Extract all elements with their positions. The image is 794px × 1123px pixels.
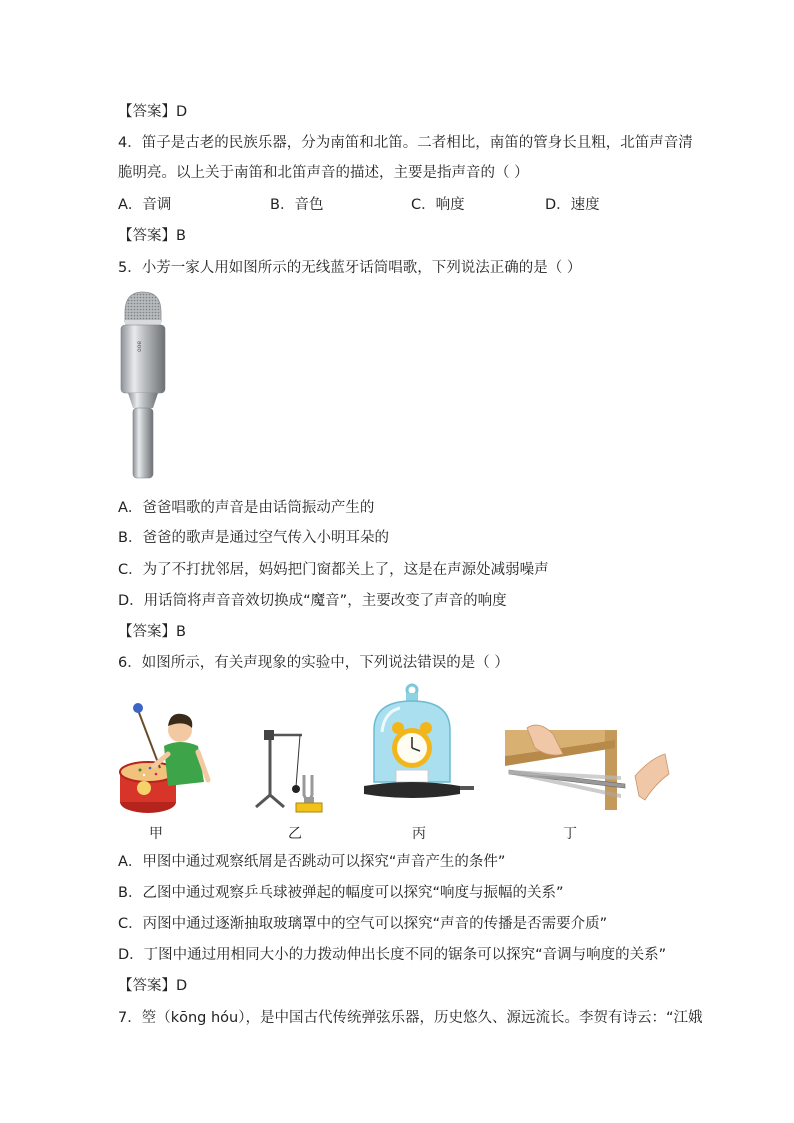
option-4b: B．音色: [270, 197, 324, 213]
bell-jar-figure: [362, 682, 478, 810]
question-4-line-1: 4．笛子是古老的民族乐器，分为南笛和北笛。二者相比，南笛的管身长且粗，北笛声音清: [118, 135, 693, 151]
question-4-line-2: 脆明亮。以上关于南笛和北笛声音的描述，主要是指声音的（ ）: [118, 165, 529, 181]
answer-q3: 【答案】D: [118, 104, 188, 120]
microphone-figure: [118, 290, 168, 482]
option-4d: D．速度: [545, 197, 600, 213]
question-5-stem: 5．小芳一家人用如图所示的无线蓝牙话筒唱歌，下列说法正确的是（ ）: [118, 260, 582, 276]
option-5a: A．爸爸唱歌的声音是由话筒振动产生的: [118, 500, 375, 516]
option-5d: D．用话筒将声音音效切换成“魔音”，主要改变了声音的响度: [118, 593, 507, 609]
option-6b: B．乙图中通过观察乒乓球被弹起的幅度可以探究“响度与振幅的关系”: [118, 885, 564, 901]
option-6a: A．甲图中通过观察纸屑是否跳动可以探究“声音产生的条件”: [118, 854, 506, 870]
answer-q5: 【答案】B: [118, 624, 186, 640]
tuning-fork-figure: [250, 725, 336, 815]
option-6c: C．丙图中通过逐渐抽取玻璃罩中的空气可以探究“声音的传播是否需要介质”: [118, 916, 608, 932]
svg-text:ooe: ooe: [136, 340, 143, 352]
option-6d: D．丁图中通过用相同大小的力拨动伸出长度不同的锯条可以探究“音调与响度的关系”: [118, 947, 667, 963]
option-4a: A．音调: [118, 197, 172, 213]
option-5b: B．爸爸的歌声是通过空气传入小明耳朵的: [118, 530, 389, 546]
option-4c: C．响度: [411, 197, 465, 213]
question-6-stem: 6．如图所示，有关声现象的实验中，下列说法错误的是（ ）: [118, 655, 509, 671]
question-7-stem: 7．箜（kōng hóu），是中国古代传统弹弦乐器，历史悠久、源远流长。李贺有诗云：“江娥: [118, 1010, 703, 1026]
answer-q6: 【答案】D: [118, 978, 188, 994]
saw-blade-figure: [505, 722, 673, 818]
caption-yi: 乙: [288, 826, 302, 842]
drum-experiment-figure: [118, 690, 216, 818]
caption-ding: 丁: [563, 826, 577, 842]
option-5c: C．为了不打扰邻居，妈妈把门窗都关上了，这是在声源处减弱噪声: [118, 562, 549, 578]
answer-q4: 【答案】B: [118, 228, 186, 244]
caption-bing: 丙: [412, 826, 426, 842]
caption-jia: 甲: [149, 826, 163, 842]
